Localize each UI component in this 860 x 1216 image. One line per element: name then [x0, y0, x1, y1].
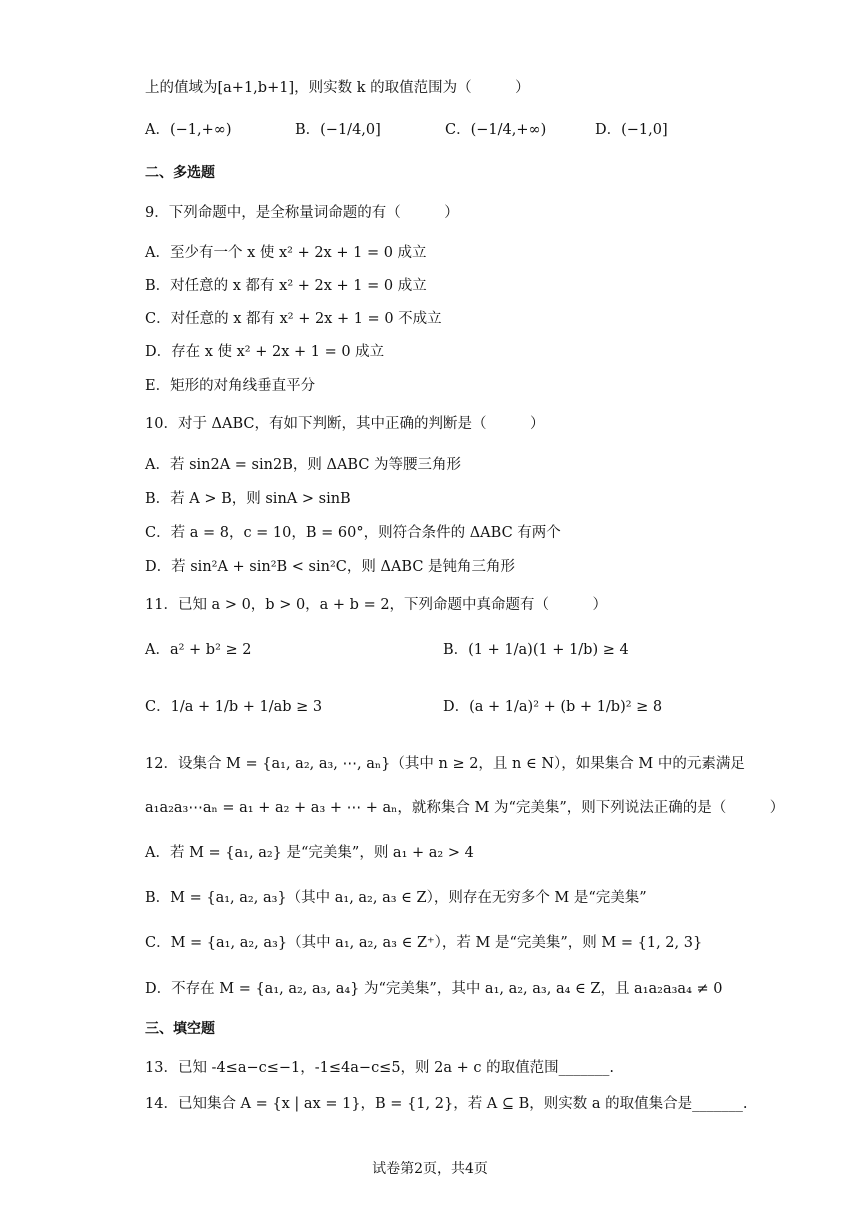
q10-option-b: B．若 A > B，则 sinA > sinB	[145, 491, 351, 507]
q9-option-c: C．对任意的 x 都有 x² + 2x + 1 = 0 不成立	[145, 311, 442, 327]
q9-stem: 9．下列命题中，是全称量词命题的有（ ）	[145, 205, 459, 221]
q12-option-c: C．M = {a₁, a₂, a₃}（其中 a₁, a₂, a₃ ∈ Z⁺），若 M 是“完美集”，则 M = {1, 2, 3}	[145, 935, 703, 951]
q11-stem: 11．已知 a > 0，b > 0，a + b = 2，下列命题中真命题有（ ）	[145, 597, 608, 613]
section-title-fill-in: 三、填空题	[145, 1021, 215, 1037]
q9-option-e: E．矩形的对角线垂直平分	[145, 378, 316, 394]
q11-option-b: B．(1 + 1/a)(1 + 1/b) ≥ 4	[443, 642, 629, 658]
q12-option-b: B．M = {a₁, a₂, a₃}（其中 a₁, a₂, a₃ ∈ Z），则存在无穷多个 M 是“完美集”	[145, 890, 647, 906]
q13: 13．已知 -4≤a−c≤−1，-1≤4a−c≤5，则 2a + c 的取值范围_______.	[145, 1060, 614, 1076]
q9-option-d: D．存在 x 使 x² + 2x + 1 = 0 成立	[145, 344, 385, 360]
q11-option-c: C．1/a + 1/b + 1/ab ≥ 3	[145, 699, 323, 715]
q12-stem: 12．设集合 M = {a₁, a₂, a₃, ⋯, aₙ}（其中 n ≥ 2，且 n ∈ N），如果集合 M 中的元素满足	[145, 756, 745, 772]
section-title-multiple-choice: 二、多选题	[145, 165, 215, 181]
q12-stem-line2: a₁a₂a₃⋯aₙ = a₁ + a₂ + a₃ + ⋯ + aₙ，就称集合 M 为“完美集”，则下列说法正确的是（ ）	[145, 800, 785, 816]
q9-option-a: A．至少有一个 x 使 x² + 2x + 1 = 0 成立	[145, 245, 427, 261]
q12-option-a: A．若 M = {a₁, a₂} 是“完美集”，则 a₁ + a₂ > 4	[145, 845, 474, 861]
q8-option-d: D．(−1,0]	[595, 122, 668, 138]
q8-option-b: B．(−1/4,0]	[295, 122, 381, 138]
q9-option-b: B．对任意的 x 都有 x² + 2x + 1 = 0 成立	[145, 278, 427, 294]
q11-option-d: D．(a + 1/a)² + (b + 1/b)² ≥ 8	[443, 699, 663, 715]
q10-option-c: C．若 a = 8，c = 10，B = 60°，则符合条件的 ΔABC 有两个	[145, 525, 561, 541]
q8-option-c: C．(−1/4,+∞)	[445, 122, 547, 138]
q8-options	[145, 120, 745, 144]
q10-option-a: A．若 sin2A = sin2B，则 ΔABC 为等腰三角形	[145, 457, 462, 473]
q10-option-d: D．若 sin²A + sin²B < sin²C，则 ΔABC 是钝角三角形	[145, 559, 516, 575]
page-footer: 试卷第2页，共4页	[372, 1161, 488, 1177]
q10-stem: 10．对于 ΔABC，有如下判断，其中正确的判断是（ ）	[145, 416, 545, 432]
q14: 14．已知集合 A = {x | ax = 1}，B = {1, 2}，若 A ⊆ B，则实数 a 的取值集合是_______.	[145, 1096, 748, 1112]
q8-tail: 上的值域为[a+1,b+1]，则实数 k 的取值范围为（ ）	[145, 80, 530, 96]
q11-options-row1	[145, 640, 745, 664]
q8-option-a: A．(−1,+∞)	[145, 122, 232, 138]
q11-option-a: A．a² + b² ≥ 2	[145, 642, 252, 658]
q11-options-row2	[145, 697, 745, 721]
q12-option-d: D．不存在 M = {a₁, a₂, a₃, a₄} 为“完美集”，其中 a₁, a₂, a₃, a₄ ∈ Z，且 a₁a₂a₃a₄ ≠ 0	[145, 981, 723, 997]
